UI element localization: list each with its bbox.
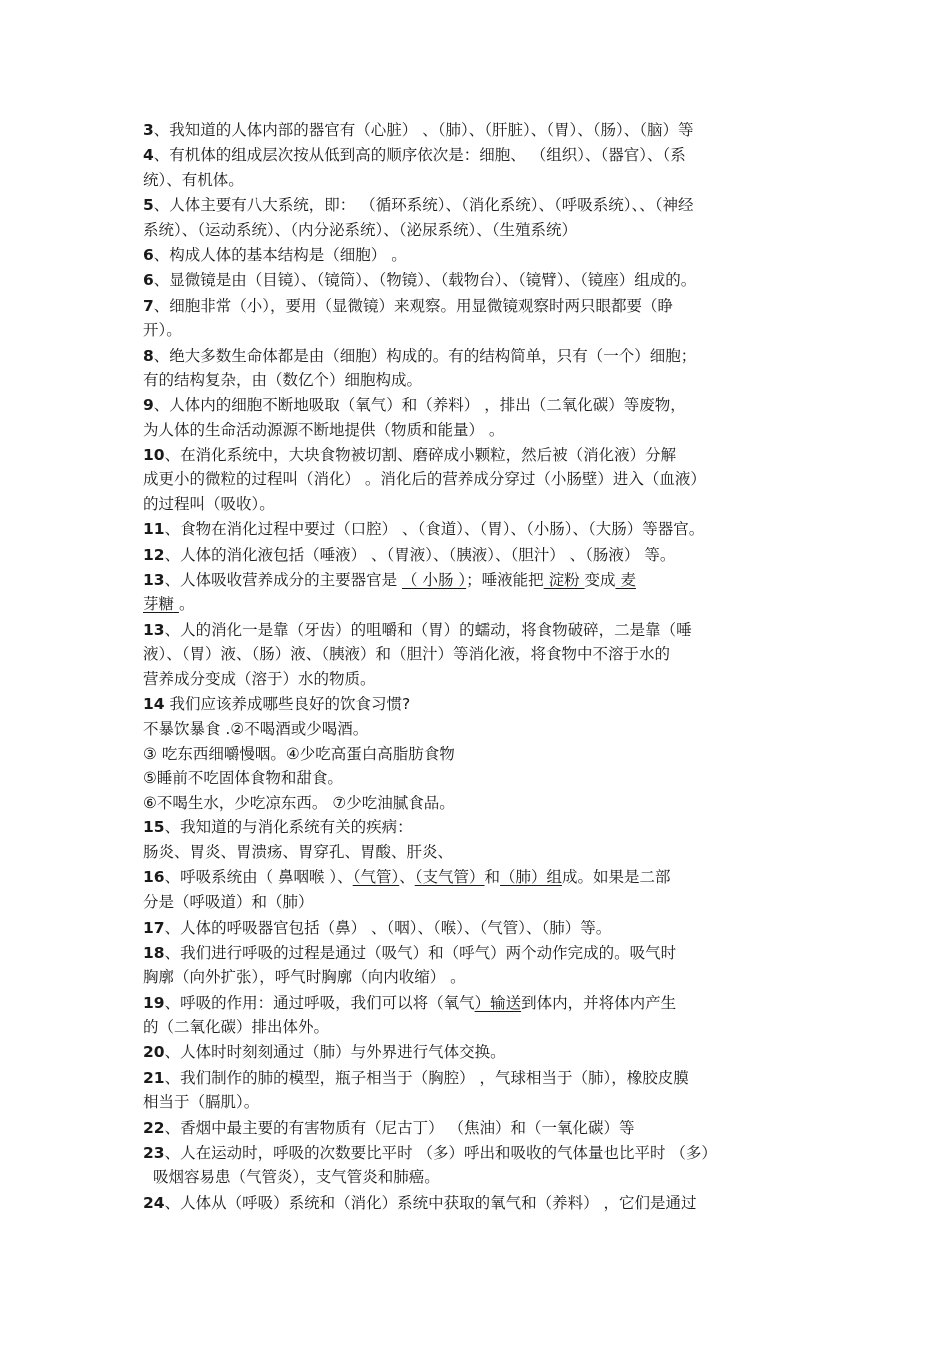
item-number: 15 <box>143 817 165 836</box>
underlined-answer: 淀粉 <box>543 571 585 590</box>
item-number: 9 <box>143 396 154 415</box>
underlined-answer: （气管） <box>352 867 400 886</box>
text-line <box>143 443 813 467</box>
line-text: 我们应该养成哪些良好的饮食习惯? <box>164 694 411 713</box>
item-number: 12 <box>143 545 165 564</box>
text-line <box>143 543 813 567</box>
text-line <box>143 118 813 142</box>
line-text: 、人体的呼吸器官包括（鼻） 、（咽）、（喉）、（气管）、（肺）等。 <box>164 918 612 937</box>
line-text: 统）、有机体。 <box>143 170 244 189</box>
text-line <box>143 815 813 839</box>
line-text: 。 <box>178 595 195 614</box>
item-number: 20 <box>143 1043 165 1062</box>
text-line <box>143 218 813 242</box>
text-line <box>143 692 813 716</box>
item-number: 8 <box>143 346 154 365</box>
line-text: 分是（呼吸道）和（肺） <box>143 893 314 912</box>
text-line <box>143 865 813 889</box>
text-line <box>143 492 813 516</box>
line-text: 、有机体的组成层次按从低到高的顺序依次是：细胞、 （组织）、（器官）、（系 <box>153 146 686 165</box>
text-line <box>143 1040 813 1064</box>
underlined-answer: 麦 <box>615 571 636 590</box>
line-text: 液）、（胃）液、（肠）液、（胰液）和（胆汁）等消化液，将食物中不溶于水的 <box>143 645 671 664</box>
text-line <box>143 592 813 616</box>
line-text: ⑤睡前不吃固体食物和甜食。 <box>143 769 343 788</box>
text-line <box>143 890 813 914</box>
line-text: 、细胞非常（小），要用（显微镜）来观察。用显微镜观察时两只眼都要（睁 <box>153 296 674 315</box>
line-text: 为人体的生命活动源源不断地提供（物质和能量） 。 <box>143 420 505 439</box>
line-text: 有的结构复杂，由（数亿个）细胞构成。 <box>143 370 423 389</box>
text-line <box>143 840 813 864</box>
line-text: 、人体从（呼吸）系统和（消化）系统中获取的氧气和（养料） ，它们是通过 <box>164 1193 697 1212</box>
line-text: 、人体吸收营养成分的主要器官是 <box>164 571 403 590</box>
item-number: 13 <box>143 620 165 639</box>
line-text: 胸廓（向外扩张），呼气时胸廓（向内收缩） 。 <box>143 968 466 987</box>
item-number: 3 <box>143 121 154 139</box>
line-text: 吸烟容易患（气管炎），支气管炎和肺癌。 <box>153 1168 440 1187</box>
line-text: 、显微镜是由（目镜）、（镜筒）、（物镜）、（载物台）、（镜臂）、（镜座）组成的。 <box>153 271 697 290</box>
line-text: 、食物在消化过程中要过（口腔） 、（食道）、（胃）、（小肠）、（大肠）等器官。 <box>164 520 705 539</box>
item-number: 10 <box>143 446 165 465</box>
text-line <box>143 1116 813 1140</box>
text-line <box>143 393 813 417</box>
line-text: 成。如果是二部 <box>562 867 671 886</box>
text-line <box>143 916 813 940</box>
underlined-answer: （支气管） <box>414 867 485 886</box>
item-number: 14 <box>143 694 165 713</box>
line-text: ③ 吃东西细嚼慢咽。④少吃高蛋白高脂肪食物 <box>143 744 455 763</box>
item-number: 4 <box>143 146 154 165</box>
line-text: 、构成人体的基本结构是（细胞） 。 <box>153 245 407 264</box>
item-number: 18 <box>143 943 165 962</box>
text-line <box>143 243 813 267</box>
line-text: 成更小的微粒的过程叫（消化） 。消化后的营养成分穿过（小肠壁）进入（血液） <box>143 470 706 489</box>
line-text: 、人在运动时，呼吸的次数要比平时 （多）呼出和吸收的气体量也比平时 （多） <box>164 1144 717 1163</box>
line-text: 、我们进行呼吸的过程是通过（吸气）和（呼气）两个动作完成的。吸气时 <box>164 943 677 962</box>
underlined-answer: ）输送 <box>474 993 522 1012</box>
document-content <box>143 118 813 1215</box>
line-text: 、我们制作的肺的模型，瓶子相当于（胸腔） ，气球相当于（肺），橡胶皮膜 <box>164 1068 689 1087</box>
line-text: 、人体的消化液包括（唾液） 、（胃液）、（胰液）、（胆汁） 、（肠液） 等。 <box>164 545 676 564</box>
text-line <box>143 1090 813 1114</box>
line-text: 、人体内的细胞不断地吸取（氧气）和（养料） ，排出（二氧化碳）等废物， <box>153 396 686 415</box>
item-number: 19 <box>143 993 165 1012</box>
underlined-answer: （肺）组 <box>500 867 563 886</box>
line-text: 、呼吸的作用：通过呼吸，我们可以将（氧气 <box>164 993 475 1012</box>
line-text: 营养成分变成（溶于）水的物质。 <box>143 669 376 688</box>
line-text: 不暴饮暴食 .②不喝酒或少喝酒。 <box>143 720 369 739</box>
text-line <box>143 368 813 392</box>
line-text: 、我知道的与消化系统有关的疾病： <box>164 817 413 836</box>
line-text: 、呼吸系统由（ 鼻咽喉 ）、 <box>164 867 353 886</box>
line-text: ；唾液能把 <box>466 571 544 590</box>
item-number: 13 <box>143 571 165 590</box>
text-line <box>143 517 813 541</box>
text-line <box>143 667 813 691</box>
text-line <box>143 1165 813 1189</box>
line-text: 相当于（膈肌）。 <box>143 1093 260 1112</box>
underlined-answer: （ 小肠 ） <box>402 571 467 590</box>
line-text: 系统）、（运动系统）、（内分泌系统）、（泌尿系统）、（生殖系统） <box>143 220 578 239</box>
line-text: 肠炎、胃炎、胃溃疡、胃穿孔、胃酸、肝炎、 <box>143 843 454 862</box>
line-text: 、人体主要有八大系统，即： （循环系统）、（消化系统）、（呼吸系统）、、（神经 <box>153 196 694 215</box>
line-text: 、在消化系统中，大块食物被切割、磨碎成小颗粒，然后被（消化液）分解 <box>164 446 677 465</box>
item-number: 21 <box>143 1068 165 1087</box>
item-number: 6 <box>143 245 154 264</box>
text-line <box>143 268 813 292</box>
text-line <box>143 1191 813 1215</box>
line-text: 开）。 <box>143 321 182 340</box>
line-text: 、绝大多数生命体都是由（细胞）构成的。有的结构简单，只有（一个）细胞； <box>153 346 697 365</box>
line-text: 到体内，并将体内产生 <box>521 993 677 1012</box>
line-text: 和 <box>484 867 500 886</box>
text-line <box>143 1015 813 1039</box>
text-line <box>143 717 813 741</box>
text-line <box>143 568 813 592</box>
item-number: 24 <box>143 1193 165 1212</box>
text-line <box>143 418 813 442</box>
text-line <box>143 318 813 342</box>
line-text: 、香烟中最主要的有害物质有（尼古丁） （焦油）和（一氧化碳）等 <box>164 1118 635 1137</box>
text-line <box>143 1141 813 1165</box>
line-text: 、人体时时刻刻通过（肺）与外界进行气体交换。 <box>164 1043 506 1062</box>
text-line <box>143 467 813 491</box>
item-number: 16 <box>143 867 165 886</box>
item-number: 7 <box>143 296 154 315</box>
line-text: 的过程叫（吸收）。 <box>143 494 275 513</box>
text-line <box>143 168 813 192</box>
item-number: 22 <box>143 1118 165 1137</box>
line-text: 的（二氧化碳）排出体外。 <box>143 1018 330 1037</box>
text-line <box>143 742 813 766</box>
item-number: 11 <box>143 520 165 539</box>
text-line <box>143 791 813 815</box>
line-text: 、 <box>399 867 415 886</box>
underlined-answer: 芽糖 <box>143 595 179 614</box>
text-line <box>143 766 813 790</box>
line-text: ⑥不喝生水，少吃凉东西。 ⑦少吃油腻食品。 <box>143 793 455 812</box>
line-text: 变成 <box>584 571 616 590</box>
text-line <box>143 294 813 318</box>
item-number: 5 <box>143 196 154 215</box>
line-text: 、人的消化一是靠（牙齿）的咀嚼和（胃）的蠕动，将食物破碎，二是靠（唾 <box>164 620 692 639</box>
text-line <box>143 965 813 989</box>
text-line <box>143 344 813 368</box>
text-line <box>143 193 813 217</box>
text-line <box>143 941 813 965</box>
text-line <box>143 143 813 167</box>
text-line <box>143 991 813 1015</box>
item-number: 23 <box>143 1144 165 1163</box>
item-number: 17 <box>143 918 165 937</box>
item-number: 6 <box>143 271 154 290</box>
line-text: 、我知道的人体内部的器官有（心脏） 、（肺）、（肝脏）、（胃）、（肠）、（脑）等 <box>153 121 694 139</box>
text-line <box>143 1066 813 1090</box>
text-line <box>143 618 813 642</box>
text-line <box>143 642 813 666</box>
